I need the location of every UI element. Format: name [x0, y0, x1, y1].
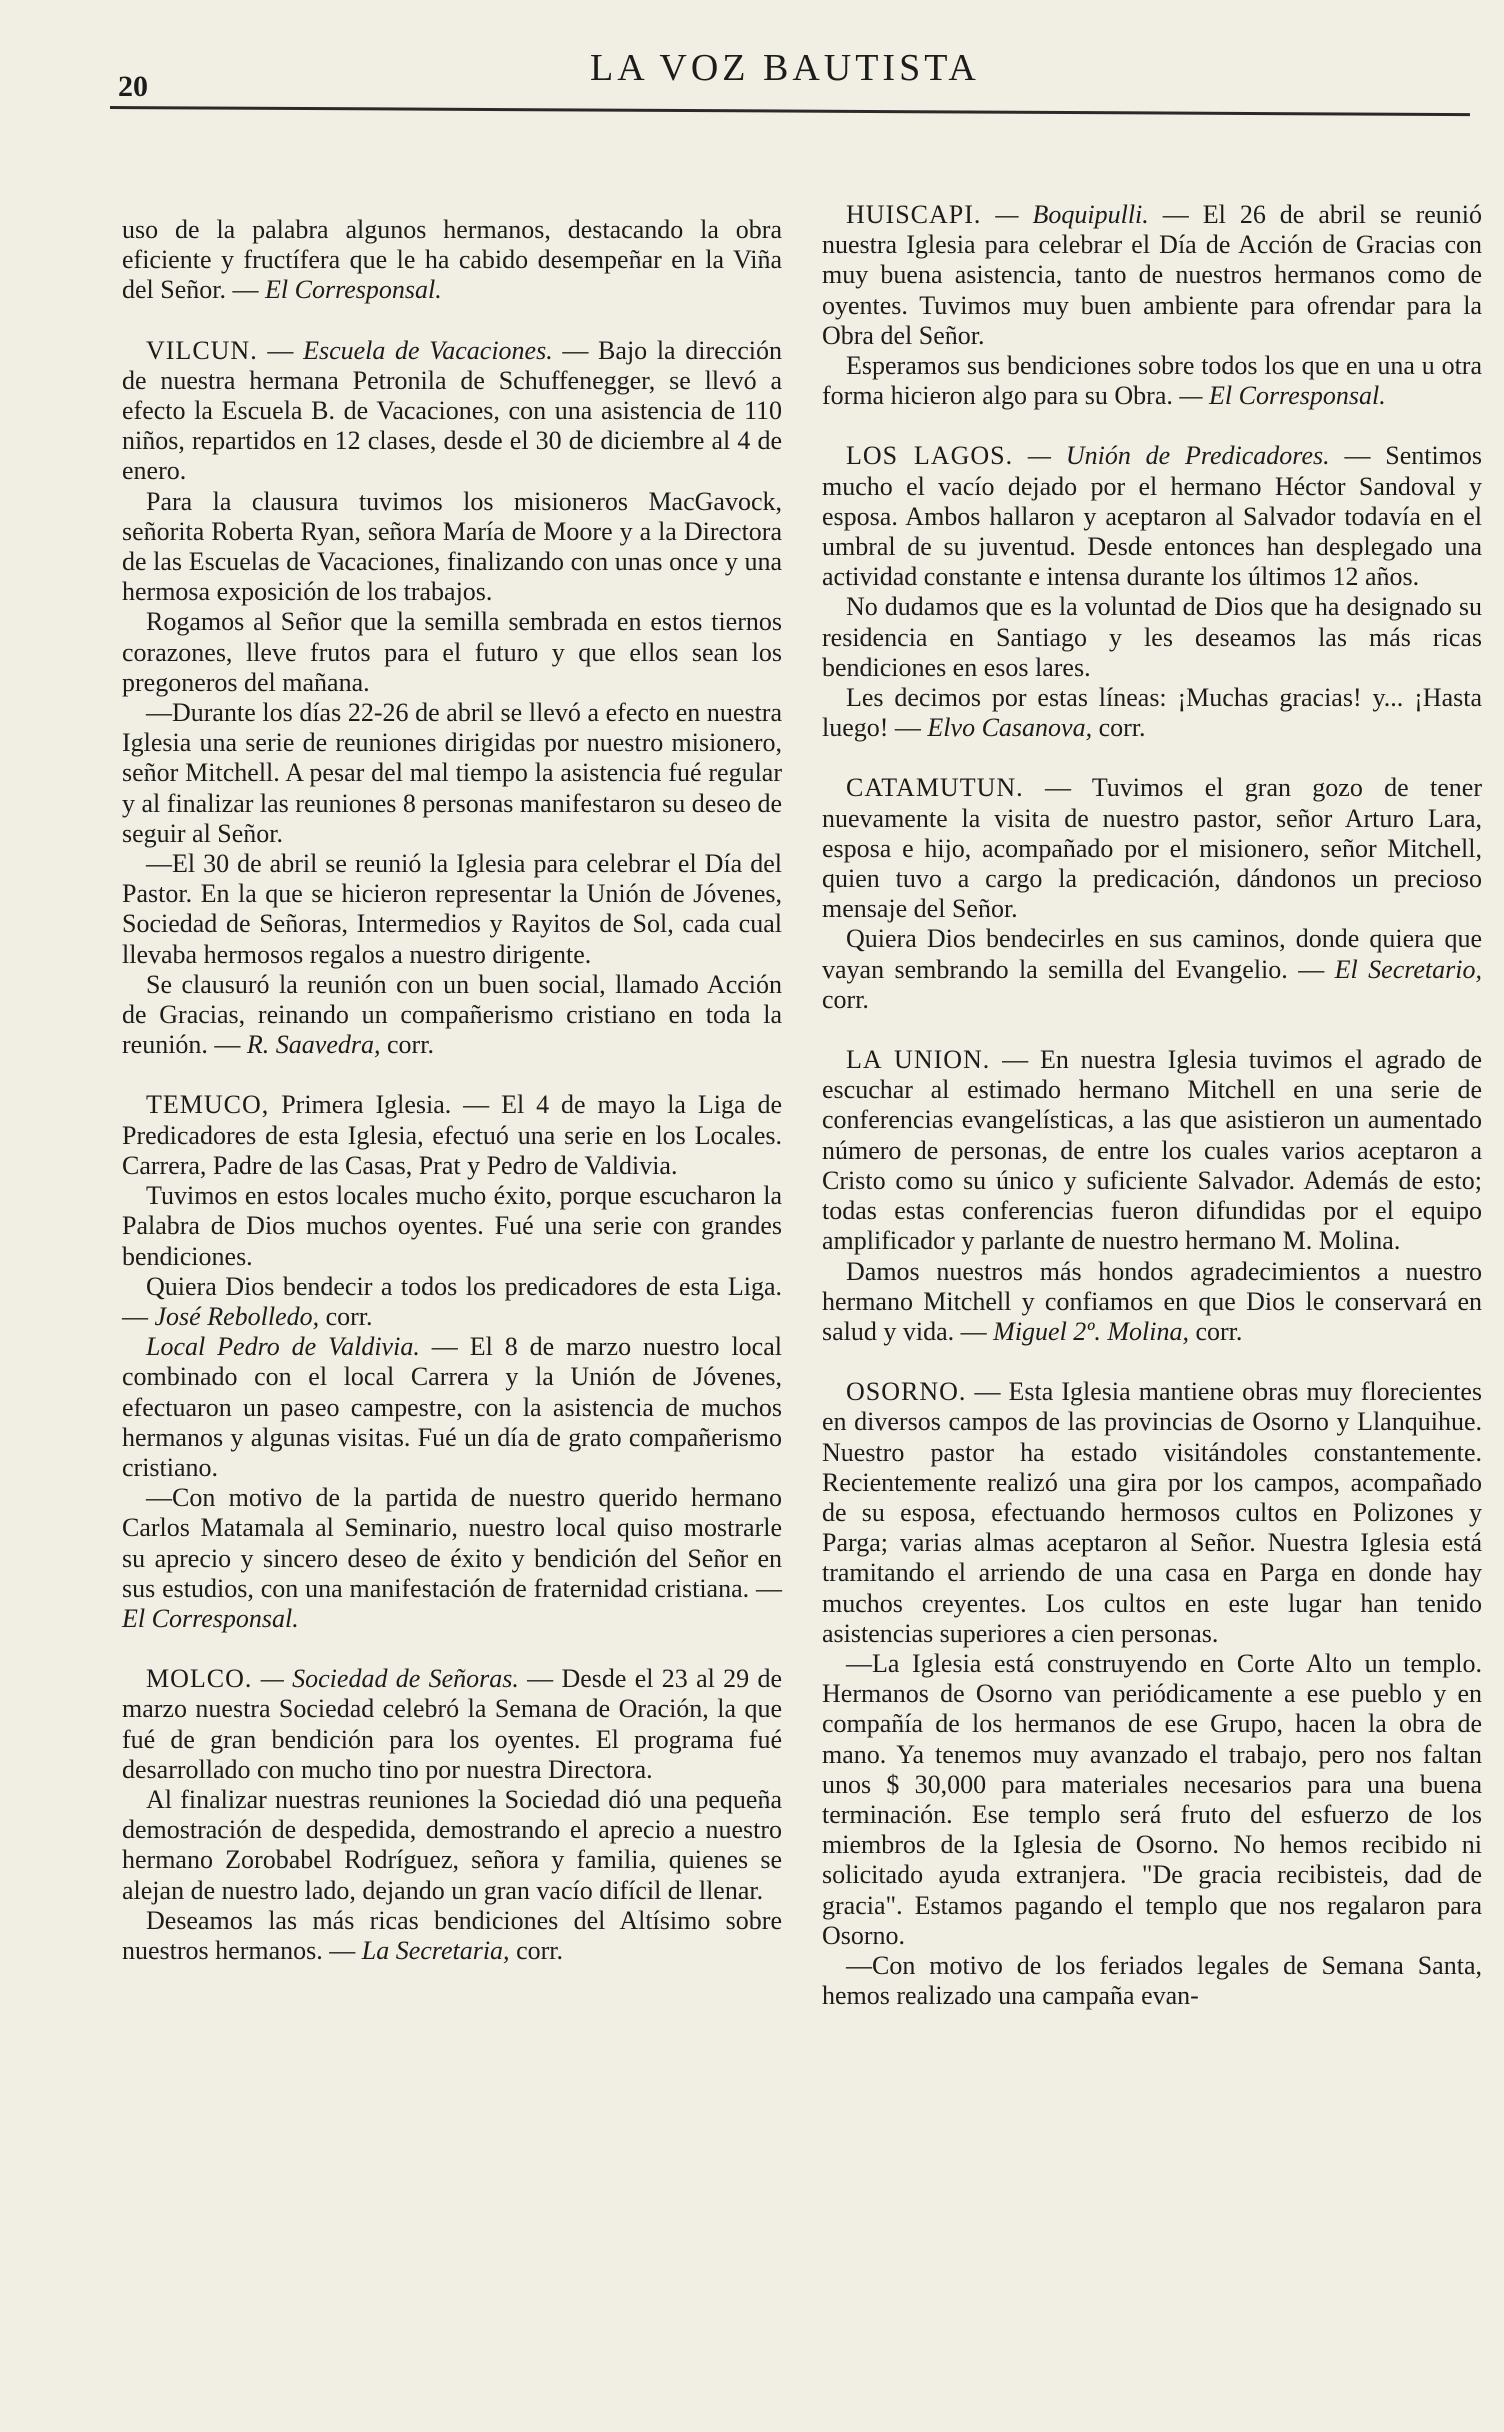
molco-place: MOLCO. [146, 1664, 253, 1694]
molco-p2: Al finalizar nuestras reuniones la Sociedad dió una pequeña demostración de despedida, demostrando el aprecio a nuestro hermano Zorobabel Rodríguez, señora y familia, quienes se alejan de nuestro lado, dejando un gran vacío difícil de llenar. [122, 1784, 782, 1905]
vilcun-p3: Rogamos al Señor que la semilla sembrada en estos tiernos corazones, lleve frutos para el futuro y que ellos sean los pregoneros del mañana. [122, 607, 782, 697]
right-column [822, 200, 1482, 2041]
molco-signature-tail: corr. [516, 1935, 563, 1965]
osorno-p3: —Con motivo de los feriados legales de Semana Santa, hemos realizado una campaña evan- [822, 1950, 1482, 2011]
vilcun-p2: Para la clausura tuvimos los misioneros MacGavock, señorita Roberta Ryan, señora María de Moore y a la Directora de las Escuelas de Vacaciones, finalizando con unas once y una hermosa exposición de los trabajos. [122, 486, 782, 607]
la-union-signature: Miguel 2º. Molina, [993, 1316, 1189, 1346]
molco-p1: — Desde el 23 al 29 de marzo nuestra Sociedad celebró la Semana de Oración, la que fué de gran bendición para los oyentes. El programa fué desarrollado con mucho tino por nuestra Directora. [122, 1664, 783, 1784]
huiscapi-p2: Esperamos sus bendiciones sobre todos los que en una u otra forma hicieron algo para su Obra. [822, 351, 1482, 411]
article-intro-continuation [122, 215, 782, 306]
los-lagos-signature-tail: corr. [1098, 713, 1146, 743]
magazine-title: LA VOZ BAUTISTA [590, 47, 980, 89]
huiscapi-p1: — El 26 de abril se reunió nuestra Iglesia para celebrar el Día de Acción de Gracias con muy buena asistencia, tanto de nuestros hermanos como de oyentes. Tuvimos muy buen ambiente para ofrendar para la Obra del Señor. [822, 200, 1483, 350]
temuco-p2: Tuvimos en estos locales mucho éxito, porque escucharon la Palabra de Dios muchos oyentes. Fué una serie con grandes bendiciones. [122, 1181, 782, 1271]
vilcun-signature-tail: corr. [387, 1030, 434, 1060]
article-huiscapi [822, 200, 1482, 411]
vilcun-p6: Se clausuró la reunión con un buen social, llamado Acción de Gracias, reinando un compañerismo cristiano en toda la reunión. — [122, 969, 782, 1060]
vilcun-place: VILCUN. [146, 335, 258, 365]
huiscapi-subtitle: — Boquipulli. [995, 200, 1149, 229]
article-los-lagos [822, 441, 1482, 743]
temuco-local-subtitle: Local Pedro de Valdivia. [146, 1332, 420, 1362]
los-lagos-subtitle: — Unión de Predicadores. [1027, 441, 1330, 471]
la-union-p2: Damos nuestros más hondos agradecimientos a nuestro hermano Mitchell y confiamos en que Dios le conservará en salud y vida. — [822, 1256, 1482, 1346]
article-temuco [122, 1090, 782, 1634]
catamutun-signature: El Secretario, [1334, 954, 1482, 984]
article-osorno [822, 1377, 1482, 2011]
header-rule [110, 106, 1470, 116]
catamutun-place: CATAMUTUN. [846, 773, 1024, 803]
los-lagos-p2: No dudamos que es la voluntad de Dios que ha designado su residencia en Santiago y les deseamos las más ricas bendiciones en esos lares. [822, 592, 1482, 682]
molco-p3: Deseamos las más ricas bendiciones del Altísimo sobre nuestros hermanos. — [122, 1905, 782, 1965]
molco-signature: La Secretaria, [361, 1935, 510, 1965]
los-lagos-place: LOS LAGOS. [846, 441, 1014, 471]
left-column [122, 215, 782, 1996]
vilcun-p4: —Durante los días 22-26 de abril se llevó a efecto en nuestra Iglesia una serie de reuniones dirigidas por nuestro misionero, señor Mitchell. A pesar del mal tiempo la asistencia fué regular y al finalizar las reuniones 8 personas manifestaron su deseo de seguir al Señor. [122, 698, 782, 848]
temuco-signature-tail: corr. [325, 1301, 373, 1331]
los-lagos-p1: — Sentimos mucho el vacío dejado por el hermano Héctor Sandoval y esposa. Ambos hallaron y aceptaron al Salvador todavía en el umbral de su juventud. Desde entonces han desplegado una actividad constante e intensa durante los últimos 12 años. [822, 441, 1483, 592]
la-union-signature-tail: corr. [1195, 1316, 1243, 1346]
intro-signature: El Corresponsal. [265, 275, 442, 305]
article-vilcun: VILCUN. — Escuela de Vacaciones. — Bajo la dirección de nuestra hermana Petronila de Schuffenegger, se llevó a efecto la Escuela B. de Vacaciones, con una asistencia de 110 niños, repartidos en 12 clases, desde el 30 de diciembre al 4 de enero. Para la clausura tuvimos los misioneros MacGavock, señorita Roberta Ryan, señora María de Moore y a la Directora de las Escuelas de Vacaciones, finalizando con unas once y una hermosa exposición de los trabajos. Rogamos al Señor que la semilla sembrada en estos tiernos corazones, lleve frutos para el futuro y que ellos sean los pregoneros del mañana. —Durante los días 22-26 de abril se llevó a efecto en nuestra Iglesia una serie de reuniones dirigidas por nuestro misionero, señor Mitchell. A pesar del mal tiempo la asistencia fué regular y al finalizar las reuniones 8 personas manifestaron su deseo de seguir al Señor. —El 30 de abril se reunió la Iglesia para celebrar el Día del Pastor. En la que se hicieron representar la Unión de Jóvenes, Sociedad de Señoras, Intermedios y Rayitos de Sol, cada cual llevaba hermosos regalos a nuestro dirigente. Se clausuró la reunión con un buen social, llamado Acción de Gracias, reinando un compañerismo cristiano en toda la reunión. — R. Saavedra, corr. [122, 335, 782, 1060]
osorno-p2: —La Iglesia está construyendo en Corte Alto un templo. Hermanos de Osorno van periódicamente a ese pueblo y en compañía de los hermanos de ese Grupo, hacen la obra de mano. Ya tenemos muy avanzado el trabajo, pero nos faltan unos $ 30,000 para materiales necesarios para una buena terminación. Ese templo será fruto del esfuerzo de los miembros de la Iglesia de Osorno. No hemos recibido ni solicitado ayuda extranjera. "De gracia recibisteis, dad de gracia". Estamos pagando el templo que nos regalaron para Osorno. [822, 1648, 1482, 1950]
temuco-p1: Primera Iglesia. — El 4 de mayo la Liga de Predicadores de esta Iglesia, efectuó una serie en los Locales. Carrera, Padre de las Casas, Prat y Pedro de Valdivia. [122, 1090, 783, 1180]
osorno-p1: — Esta Iglesia mantiene obras muy florecientes en diversos campos de las provincias de Osorno y Llanquihue. Nuestro pastor ha estado visitándoles constantemente. Recientemente realizó una gira por los campos, acompañado de su esposa, efectuando hermosos cultos en Polizones y Parga; varias almas aceptaron al Señor. Nuestra Iglesia está tramitando el arriendo de una casa en Parga en donde hay muchos creyentes. Los cultos en este lugar han tenido asistencias superiores a cien personas. [822, 1377, 1482, 1648]
huiscapi-signature: — El Corresponsal. [1179, 381, 1386, 411]
intro-text: uso de la palabra algunos hermanos, destacando la obra eficiente y fructífera que le ha cabido desempeñar en la Viña del Señor. — [122, 215, 782, 305]
page-header [0, 0, 1504, 120]
article-molco [122, 1664, 782, 1966]
article-la-union [822, 1045, 1482, 1347]
molco-subtitle: — Sociedad de Señoras. [260, 1664, 519, 1694]
osorno-place: OSORNO. [846, 1377, 967, 1407]
catamutun-p2: Quiera Dios bendecirles en sus caminos, donde quiera que vayan sembrando la semilla del Evangelio. — [822, 924, 1482, 984]
temuco-p4: — El 8 de marzo nuestro local combinado con el local Carrera y la Unión de Jóvenes, efectuaron un paseo campestre, con la asistencia de muchos hermanos y algunas visitas. Fué un día de grato compañerismo cristiano. [122, 1332, 782, 1482]
temuco-signature: José Rebolledo, [154, 1301, 320, 1331]
vilcun-signature: R. Saavedra, [246, 1030, 381, 1060]
page-number: 20 [118, 70, 148, 103]
vilcun-p5: —El 30 de abril se reunió la Iglesia para celebrar el Día del Pastor. En la que se hicieron representar la Unión de Jóvenes, Sociedad de Señoras, Intermedios y Rayitos de Sol, cada cual llevaba hermosos regalos a nuestro dirigente. [122, 849, 782, 969]
catamutun-signature-tail: corr. [822, 984, 869, 1014]
article-catamutun [822, 773, 1482, 1015]
vilcun-p1: — Bajo la dirección de nuestra hermana Petronila de Schuffenegger, se llevó a efecto la Escuela B. de Vacaciones, con una asistencia de 110 niños, repartidos en 12 clases, desde el 30 de diciembre al 4 de enero. [122, 335, 782, 486]
temuco-p5: —Con motivo de la partida de nuestro querido hermano Carlos Matamala al Seminario, nuestro local quiso mostrarle su aprecio y sincero deseo de éxito y bendición del Señor en sus estudios, con una manifestación de fraternidad cristiana. — [122, 1483, 782, 1603]
los-lagos-p3: Les decimos por estas líneas: ¡Muchas gracias! y... ¡Hasta luego! — [822, 683, 1482, 743]
catamutun-p1: — Tuvimos el gran gozo de tener nuevamente la visita de nuestro pastor, señor Arturo Lara, esposa e hijo, acompañado por el misionero, señor Mitchell, quien tuvo a cargo la predicación, dándonos un precioso mensaje del Señor. [822, 773, 1482, 924]
la-union-p1: — En nuestra Iglesia tuvimos el agrado de escuchar al estimado hermano Mitchell en una serie de conferencias evangelísticas, a las que asistieron un aumentado número de personas, de entre los cuales varios aceptaron a Cristo como su único y suficiente Salvador. Además de esto; todas estas conferencias fueron difundidas por el equipo amplificador y parlante de nuestro hermano M. Molina. [822, 1045, 1482, 1256]
temuco-p5-signature: El Corresponsal. [122, 1603, 299, 1633]
vilcun-subtitle: Escuela de Vacaciones. [303, 335, 553, 365]
temuco-p3: Quiera Dios bendecir a todos los predicadores de esta Liga. — [122, 1271, 782, 1331]
huiscapi-place: HUISCAPI. [846, 200, 982, 229]
temuco-place: TEMUCO, [146, 1090, 270, 1120]
la-union-place: LA UNION. [846, 1045, 991, 1075]
los-lagos-signature: Elvo Casanova, [927, 713, 1093, 743]
